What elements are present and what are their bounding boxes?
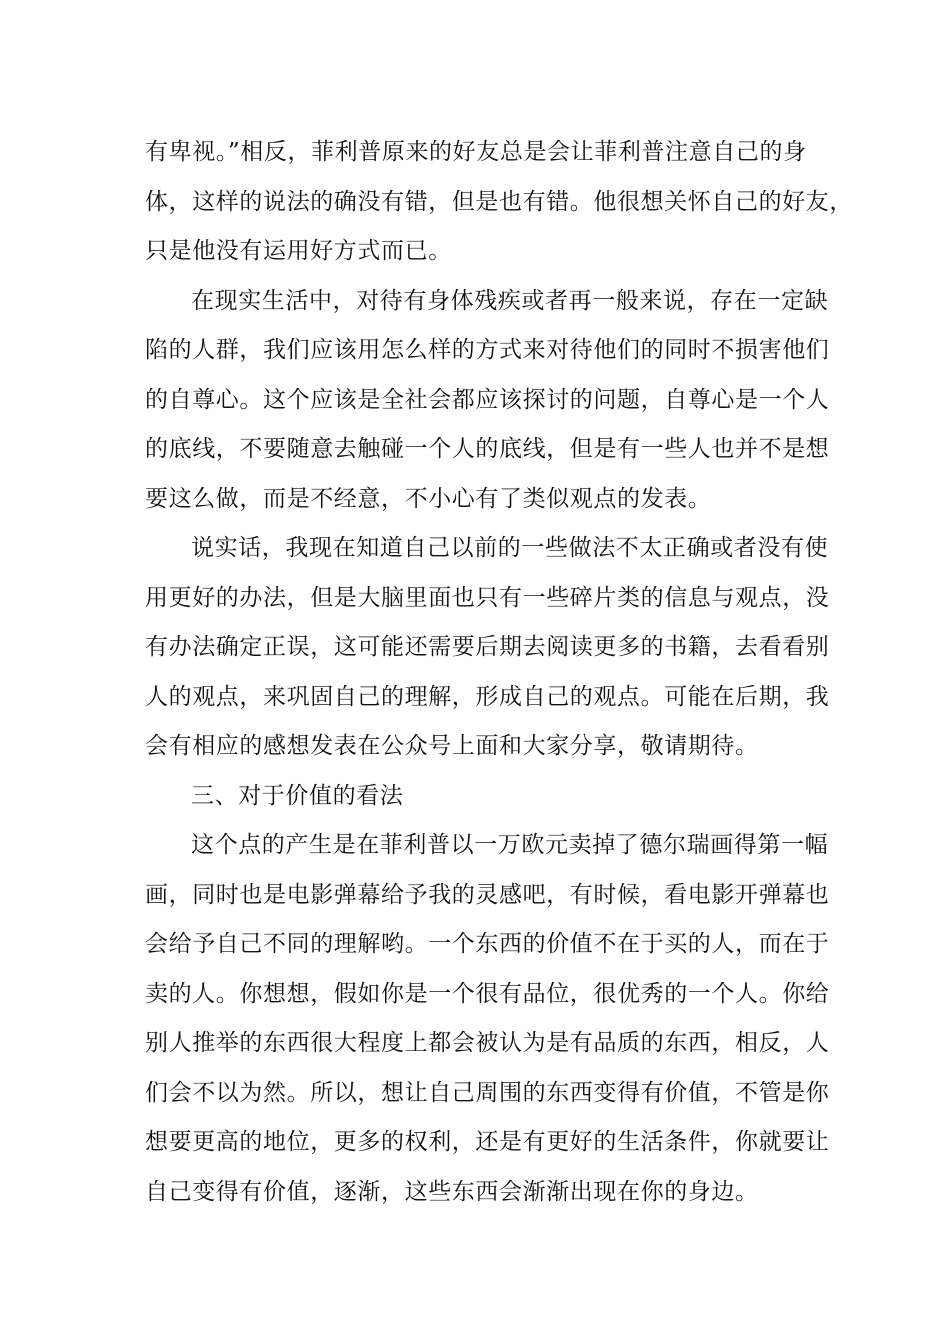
text-line: 只是他没有运用好方式而已。 [145,238,452,264]
text-line: 要这么做，而是不经意，不小心有了类似观点的发表。 [145,485,712,512]
text-line: 会给予自己不同的理解哟。一个东西的价值不在于买的人，而在于 [145,931,830,957]
paragraph-first-line: 这个点的产生是在菲利普以一万欧元卖掉了德尔瑞画得第一幅 [191,832,829,858]
text-line: 有办法确定正误，这可能还需要后期去阅读更多的书籍，去看看别 [145,634,830,660]
text-line: 陷的人群，我们应该用怎么样的方式来对待他们的同时不损害他们 [145,337,830,363]
text-line: 体，这样的说法的确没有错，但是也有错。他很想关怀自己的好友， [145,188,853,215]
body-text [145,128,853,1217]
text-line: 们会不以为然。所以，想让自己周围的东西变得有价值，不管是你 [145,1079,830,1106]
paragraph-first-line: 说实话，我现在知道自己以前的一些做法不太正确或者没有使 [191,535,829,561]
text-line: 的底线，不要随意去触碰一个人的底线，但是有一些人也并不是想 [145,436,830,462]
section-heading: 三、对于价值的看法 [191,782,404,809]
text-line: 别人推举的东西很大程度上都会被认为是有品质的东西，相反，人 [145,1030,830,1056]
paragraph-first-line: 在现实生活中，对待有身体残疾或者再一般来说，存在一定缺 [191,287,829,314]
text-line: 自己变得有价值，逐渐，这些东西会渐渐出现在你的身边。 [145,1178,759,1205]
text-line: 想要更高的地位，更多的权利，还是有更好的生活条件，你就要让 [145,1129,830,1155]
text-line: 人的观点，来巩固自己的理解，形成自己的观点。可能在后期，我 [145,683,830,710]
text-line: 有卑视。”相反，菲利普原来的好友总是会让菲利普注意自己的身 [145,139,807,165]
text-line: 卖的人。你想想，假如你是一个很有品位，很优秀的一个人。你给 [145,980,830,1007]
text-line: 用更好的办法，但是大脑里面也只有一些碎片类的信息与观点，没 [145,584,830,611]
text-line: 的自尊心。这个应该是全社会都应该探讨的问题，自尊心是一个人 [145,386,830,413]
text-line: 会有相应的感想发表在公众号上面和大家分享，敬请期待。 [145,733,759,759]
text-line: 画，同时也是电影弹幕给予我的灵感吧，有时候，看电影开弹幕也 [145,881,830,908]
